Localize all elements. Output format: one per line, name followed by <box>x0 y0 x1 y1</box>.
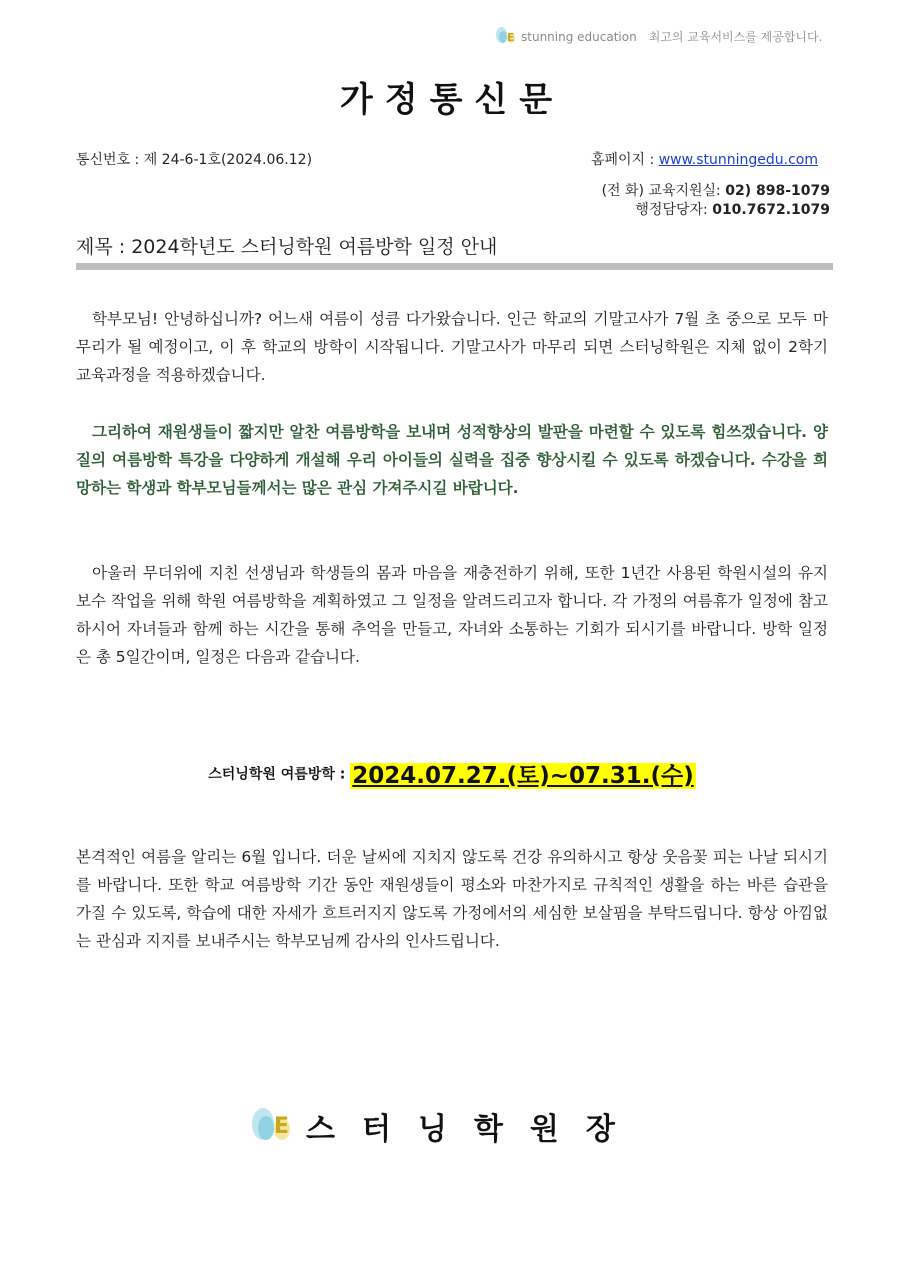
contact-info <box>602 182 830 220</box>
brand-logo-icon: E <box>496 25 516 45</box>
document-title: 가정통신문 <box>339 80 565 120</box>
homepage <box>591 149 818 169</box>
vacation-dates: 2024.07.27.(토)~07.31.(수) <box>352 763 694 789</box>
contact-phone-education: 02) 898-1079 <box>725 183 830 199</box>
contact-label-education: (전 화) 교육지원실: <box>601 183 726 199</box>
contact-phone-admin: 010.7672.1079 <box>712 202 830 218</box>
paragraph-closing: 본격적인 여름을 알리는 6월 입니다. 더운 날씨에 지치지 않도록 건강 유의하시고 항상 웃음꽃 피는 나날 되시기를 바랍니다. 또한 학교 여름방학 기간 동안 재원생들이 평소와 마찬가지로 규칙적인 생활을 하는 바른 습관을 가질 수 있도록, 학습에 대한 자세가 흐트러지지 않도록 가정에서의 세심한 보살핌을 부탁드립니다. 항상 아낌없는 관심과 지지를 보내주시는 학부모님께 감사의 인사드립니다. <box>76 848 828 950</box>
notice-number: 통신번호 : 제 24-6-1호(2024.06.12) <box>76 152 313 168</box>
vacation-schedule <box>0 757 904 790</box>
signature-logo-icon: E <box>252 1106 292 1142</box>
contact-line-admin <box>602 201 830 220</box>
paragraph-summer-program: 그리하여 재원생들이 짧지만 알찬 여름방학을 보내며 성적향상의 발판을 마련할 수 있도록 힘쓰겠습니다. 양질의 여름방학 특강을 다양하게 개설해 우리 아이들의 실력을 집중 향상시킬 수 있도록 하겠습니다. 수강을 희망하는 학생과 학부모님들께서는 많은 관심 가져주시길 바랍니다. <box>76 423 828 497</box>
brand-slogan: 최고의 교육서비스를 제공합니다. <box>648 30 823 44</box>
contact-label-admin: 행정담당자: <box>635 202 713 218</box>
brand-tagline <box>521 28 822 45</box>
subject-divider <box>76 263 833 270</box>
homepage-label: 홈페이지 : <box>590 152 659 168</box>
paragraph-vacation-plan: 아울러 무더위에 지친 선생님과 학생들의 몸과 마음을 재충전하기 위해, 또한 1년간 사용된 학원시설의 유지보수 작업을 위해 학원 여름방학을 계획하였고 그 일정을 알려드리고자 합니다. 각 가정의 여름휴가 일정에 참고하시어 자녀들과 함께 하는 시간을 통해 추억을 만들고, 자녀와 소통하는 기회가 되시기를 바랍니다. 방학 일정은 총 5일간이며, 일정은 다음과 같습니다. <box>76 564 828 666</box>
vacation-label: 스터닝학원 여름방학 : <box>208 766 351 783</box>
signature: 스터닝학원장 <box>306 1112 642 1147</box>
paragraph-greeting: 학부모님! 안녕하십니까? 어느새 여름이 성큼 다가왔습니다. 인근 학교의 기말고사가 7월 초 중으로 모두 마무리가 될 예정이고, 이 후 학교의 방학이 시작됩니다. 기말고사가 마무리 되면 스터닝학원은 지체 없이 2학기 교육과정을 적용하겠습니다. <box>76 310 828 384</box>
brand-name: stunning education <box>521 30 637 44</box>
subject-line: 제목 : 2024학년도 스터닝학원 여름방학 일정 안내 <box>76 236 498 258</box>
homepage-link[interactable]: www.stunningedu.com <box>658 152 818 168</box>
contact-line-education <box>602 182 830 201</box>
